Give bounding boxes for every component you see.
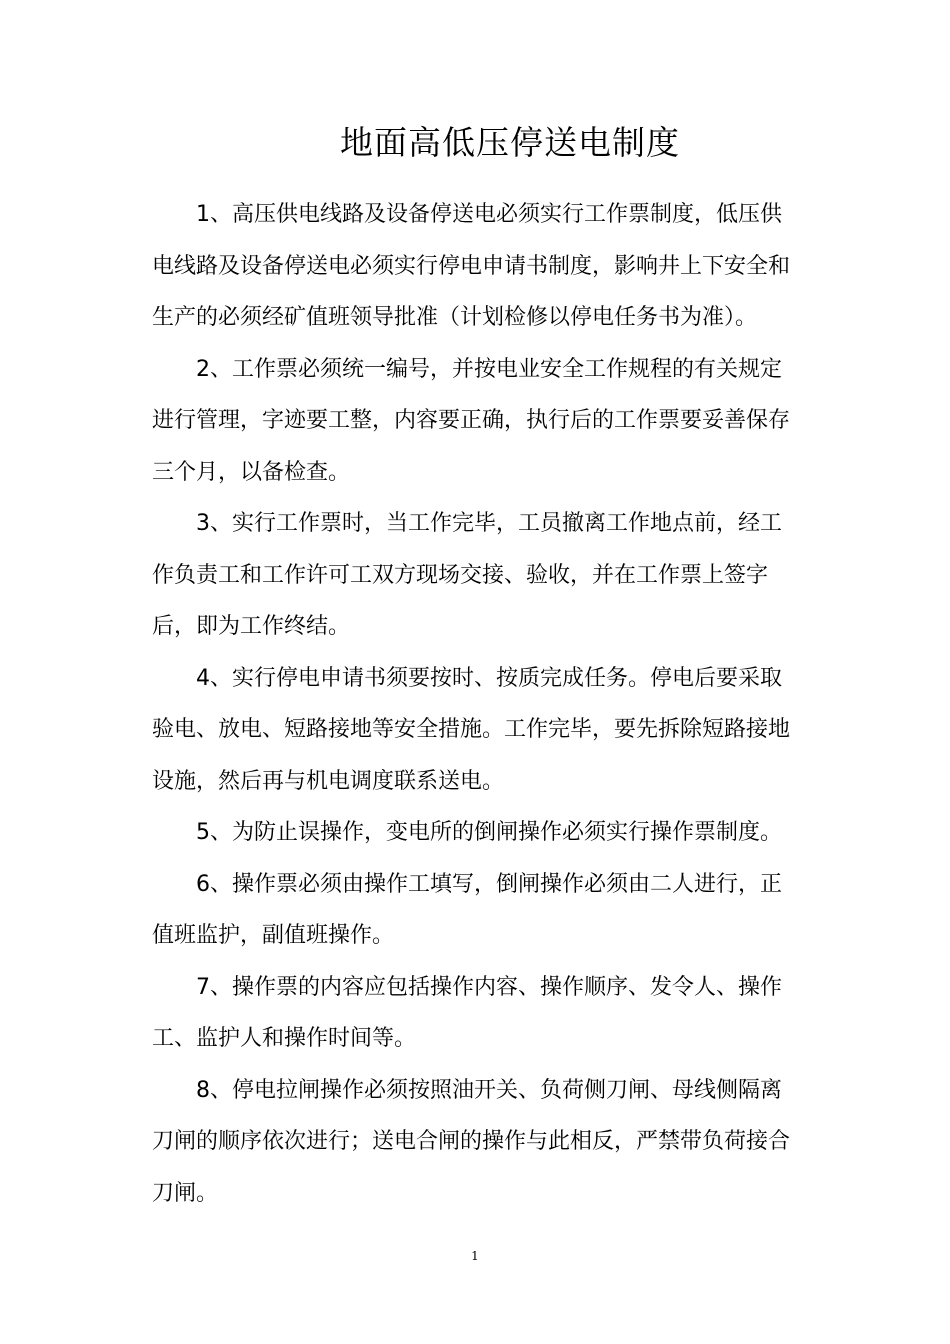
paragraph-line: 值班监护，副值班操作。 — [152, 923, 395, 948]
paragraph-line: 6、操作票必须由操作工填写，倒闸操作必须由二人进行，正 — [196, 871, 782, 897]
paragraph-4 — [152, 653, 802, 808]
paragraph-line: 设施，然后再与机电调度联系送电。 — [152, 768, 505, 794]
paragraph-line: 4、实行停电申请书须要按时、按质完成任务。停电后要采取 — [196, 665, 782, 691]
paragraph-line: 后，即为工作终结。 — [152, 614, 351, 639]
paragraph-line: 1、高压供电线路及设备停送电必须实行工作票制度，低压供 — [196, 202, 782, 227]
paragraph-2 — [152, 344, 802, 499]
paragraph-line: 验电、放电、短路接地等安全措施。工作完毕，要先拆除短路接地 — [152, 717, 791, 742]
paragraph-line: 三个月，以备检查。 — [152, 459, 351, 485]
paragraph-line: 2、工作票必须统一编号，并按电业安全工作规程的有关规定 — [196, 356, 782, 382]
paragraph-line: 工、监护人和操作时间等。 — [152, 1026, 417, 1051]
paragraph-6 — [152, 859, 802, 962]
paragraph-line: 电线路及设备停送电必须实行停电申请书制度，影响井上下安全和 — [152, 253, 791, 279]
paragraph-8 — [152, 1065, 802, 1220]
paragraph-5 — [152, 807, 802, 859]
paragraph-line: 作负责工和工作许可工双方现场交接、验收，并在工作票上签字 — [152, 562, 769, 588]
paragraph-line: 生产的必须经矿值班领导批准（计划检修以停电任务书为准）。 — [152, 305, 758, 330]
paragraph-line: 刀闸。 — [152, 1180, 219, 1206]
document-body — [152, 189, 802, 1219]
page-number: 1 — [471, 1249, 479, 1263]
paragraph-3 — [152, 498, 802, 653]
paragraph-line: 进行管理，字迹要工整，内容要正确，执行后的工作票要妥善保存 — [152, 408, 791, 433]
paragraph-line: 3、实行工作票时，当工作完毕，工员撤离工作地点前，经工 — [196, 511, 782, 536]
paragraph-line: 刀闸的顺序依次进行；送电合闸的操作与此相反，严禁带负荷接合 — [152, 1129, 791, 1154]
paragraph-1 — [152, 189, 802, 344]
paragraph-7 — [152, 962, 802, 1065]
paragraph-line: 8、停电拉闸操作必须按照油开关、负荷侧刀闸、母线侧隔离 — [196, 1077, 782, 1103]
paragraph-line: 7、操作票的内容应包括操作内容、操作顺序、发令人、操作 — [196, 974, 782, 1000]
document-title: 地面高低压停送电制度 — [340, 123, 680, 162]
paragraph-line: 5、为防止误操作，变电所的倒闸操作必须实行操作票制度。 — [196, 820, 782, 845]
